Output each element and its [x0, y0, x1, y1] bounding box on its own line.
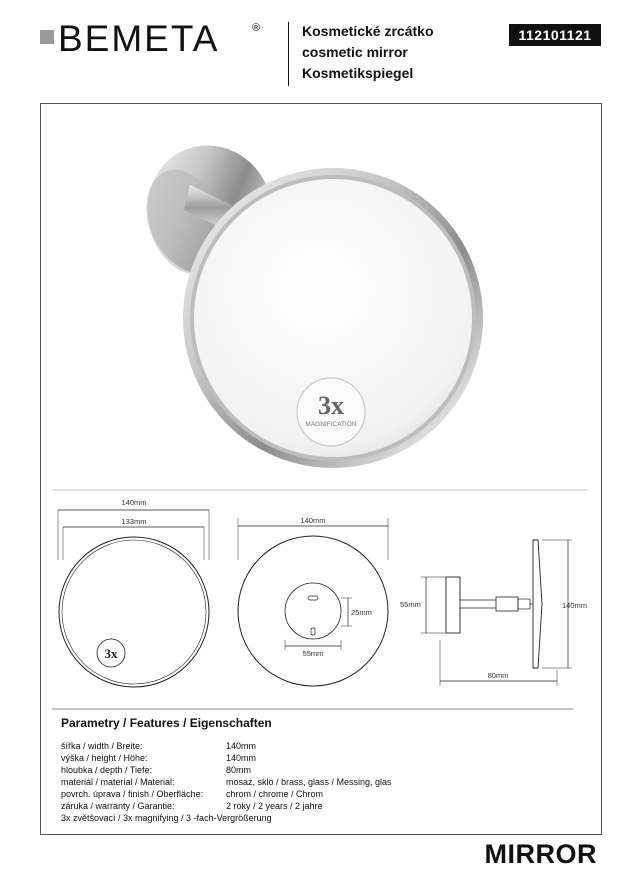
- back-hole-height-dimension: 25mm: [351, 608, 372, 617]
- mirror-photo: [129, 128, 483, 468]
- registered-mark: ®: [252, 22, 261, 34]
- param-label-warranty: záruka / warranty / Garantie:: [61, 801, 175, 811]
- brand-logo: BEMETA: [58, 18, 220, 59]
- param-label-width: šířka / width / Breite:: [61, 741, 143, 751]
- param-value-material: mosaz, sklo / brass, glass / Messing, glas: [226, 777, 392, 787]
- back-view-drawing: [238, 518, 388, 686]
- param-value-width: 140mm: [226, 741, 257, 751]
- param-value-height: 140mm: [226, 753, 257, 763]
- product-code: 112101121: [509, 24, 601, 46]
- param-value-finish: chrom / chrome / Chrom: [226, 789, 324, 799]
- param-label-finish: povrch. úprava / finish / Oberfläche:: [61, 789, 204, 799]
- badge-text: 3x: [318, 391, 344, 420]
- side-mirror-height-dimension: 140mm: [562, 601, 588, 610]
- param-value-warranty: 2 roky / 2 years / 2 jahre: [226, 801, 323, 811]
- back-hole-width-dimension: 55mm: [302, 649, 324, 658]
- side-view-drawing: [421, 540, 572, 686]
- title-en: cosmetic mirror: [302, 44, 408, 60]
- side-base-height-dimension: 55mm: [400, 600, 421, 609]
- front-badge-text: 3x: [104, 646, 118, 661]
- side-depth-dimension: 80mm: [487, 671, 509, 680]
- front-view-drawing: [58, 510, 209, 687]
- param-label-height: výška / height / Höhe:: [61, 753, 148, 763]
- front-outer-dimension: 140mm: [121, 498, 147, 507]
- param-label-material: materiál / material / Material:: [61, 777, 175, 787]
- title-cz: Kosmetické zrcátko: [302, 23, 434, 39]
- param-label-depth: hloubka / depth / Tiefe:: [61, 765, 153, 775]
- param-note: 3x zvětšovací / 3x magnifying / 3 -fach-Vergrößerung: [61, 813, 272, 823]
- parameters-title: Parametry / Features / Eigenschaften: [61, 716, 272, 730]
- category-label: MIRROR: [484, 839, 597, 869]
- param-value-depth: 80mm: [226, 765, 252, 775]
- badge-subtext: MAGNIFICATION: [305, 421, 357, 428]
- front-inner-dimension: 133mm: [121, 517, 147, 526]
- back-width-dimension: 140mm: [300, 516, 326, 525]
- title-de: Kosmetikspiegel: [302, 65, 414, 81]
